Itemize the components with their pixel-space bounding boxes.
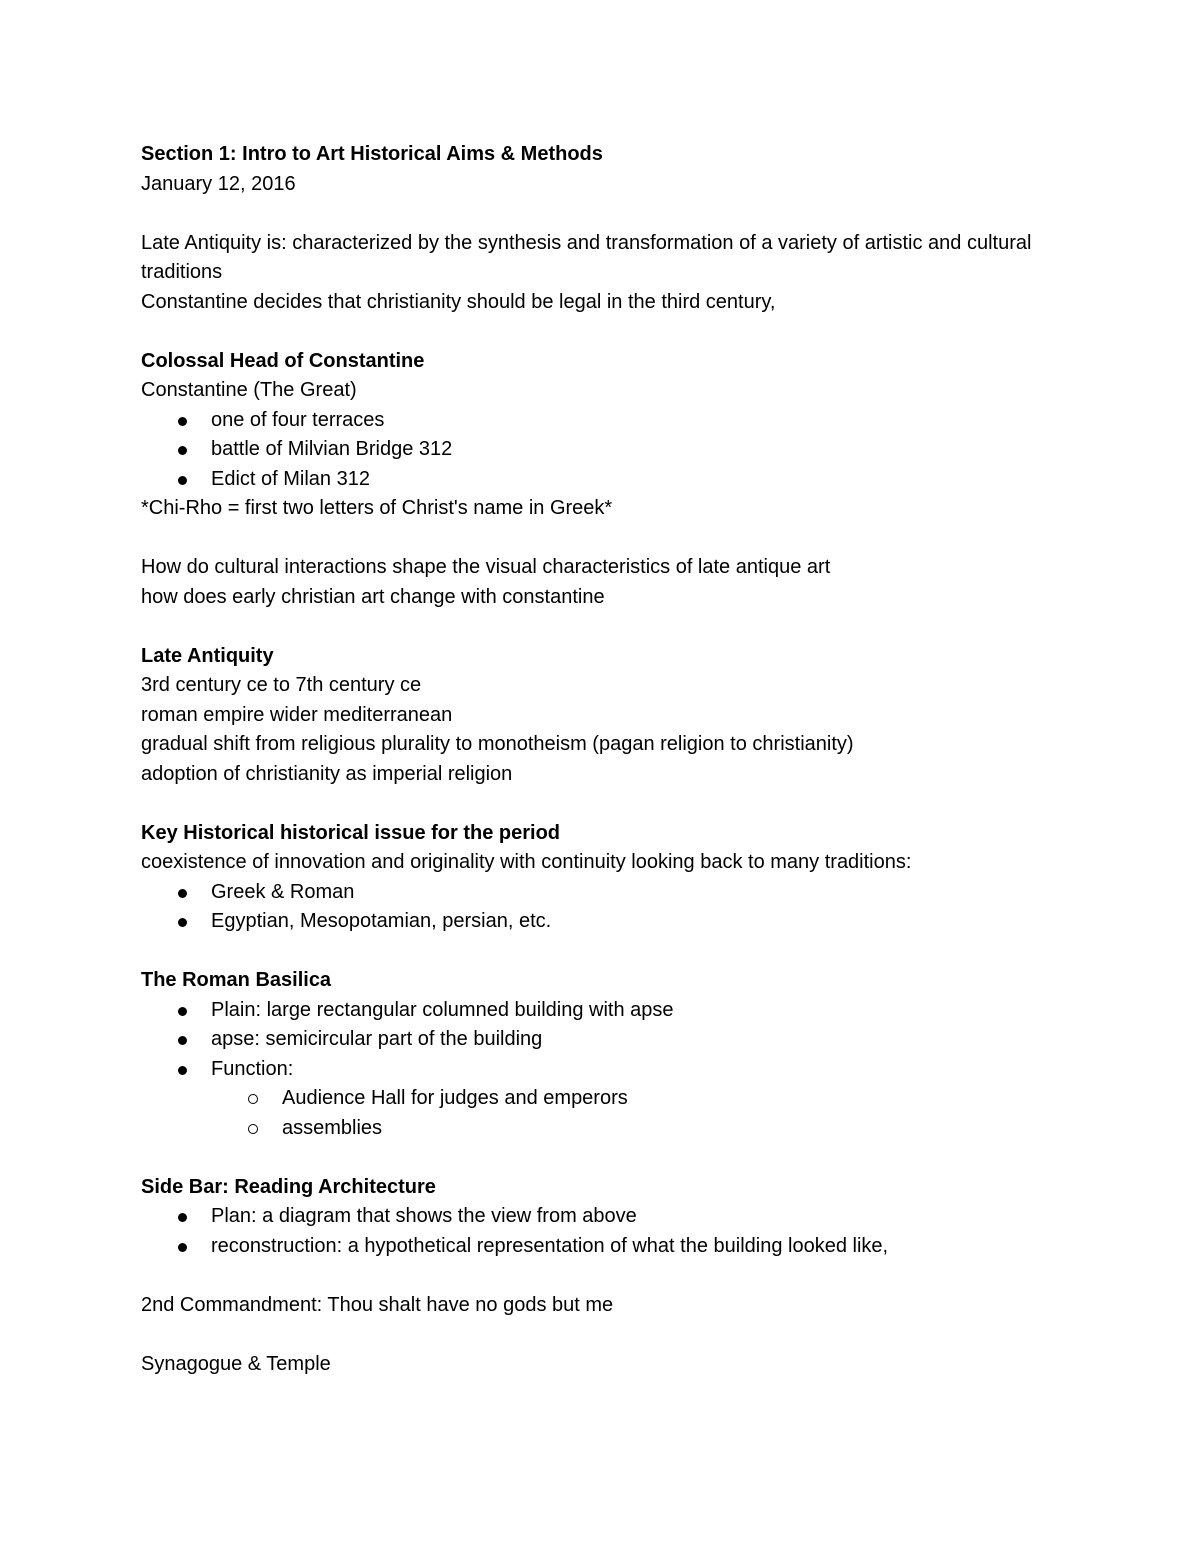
bullet-list [141, 1202, 1041, 1261]
bullet-list [141, 406, 1041, 495]
bullet-item: Edict of Milan 312 [141, 465, 1041, 495]
bullet-item: battle of Milvian Bridge 312 [141, 435, 1041, 465]
bullet-item: Plain: large rectangular columned building with apse [141, 996, 1041, 1026]
question-line: how does early christian art change with constantine [141, 585, 605, 608]
bullet-item: Greek & Roman [141, 878, 1041, 908]
document-page [141, 140, 1041, 1379]
bullet-item: Plan: a diagram that shows the view from above [141, 1202, 1041, 1232]
spacer [141, 1320, 1041, 1350]
section-heading-sidebar: Side Bar: Reading Architecture [141, 1175, 436, 1198]
document-title: Section 1: Intro to Art Historical Aims & Methods [141, 143, 603, 165]
bullet-list [141, 878, 1041, 937]
sub-bullet-item: assemblies [141, 1114, 1041, 1144]
section-heading-basilica: The Roman Basilica [141, 969, 332, 991]
text-line: adoption of christianity as imperial religion [141, 762, 513, 785]
text-line: 3rd century ce to 7th century ce [141, 674, 422, 696]
intro-line: Late Antiquity is: characterized by the synthesis and transformation of a variety of artistic and cultural traditions [141, 231, 1032, 283]
bullet-item: reconstruction: a hypothetical representation of what the building looked like, [141, 1232, 1041, 1262]
spacer [141, 524, 1041, 554]
synagogue-line: Synagogue & Temple [141, 1352, 331, 1375]
question-line: How do cultural interactions shape the visual characteristics of late antique art [141, 556, 831, 578]
spacer [141, 937, 1041, 967]
section-heading-colossal-head: Colossal Head of Constantine [141, 349, 425, 372]
spacer [141, 612, 1041, 642]
text-line: coexistence of innovation and originality with continuity looking back to many traditions: [141, 851, 912, 873]
spacer [141, 199, 1041, 229]
section-heading-key-issue: Key Historical historical issue for the period [141, 821, 561, 844]
bullet-item: one of four terraces [141, 406, 1041, 436]
document-date: January 12, 2016 [141, 172, 296, 195]
bullet-list [141, 996, 1041, 1144]
spacer [141, 1143, 1041, 1173]
chi-rho-note: *Chi-Rho = first two letters of Christ's name in Greek* [141, 497, 613, 519]
text-line: gradual shift from religious plurality to monotheism (pagan religion to christianity) [141, 733, 854, 755]
text-line: roman empire wider mediterranean [141, 703, 453, 726]
spacer [141, 789, 1041, 819]
bullet-item: apse: semicircular part of the building [141, 1025, 1041, 1055]
commandment-line: 2nd Commandment: Thou shalt have no gods but me [141, 1293, 614, 1316]
intro-line: Constantine decides that christianity should be legal in the third century, [141, 290, 776, 313]
bullet-item: Function: [141, 1055, 1041, 1085]
spacer [141, 1261, 1041, 1291]
sub-bullet-item: Audience Hall for judges and emperors [141, 1084, 1041, 1114]
bullet-item: Egyptian, Mesopotamian, persian, etc. [141, 907, 1041, 937]
section-subtitle: Constantine (The Great) [141, 379, 357, 401]
spacer [141, 317, 1041, 347]
section-heading-late-antiquity: Late Antiquity [141, 644, 274, 667]
